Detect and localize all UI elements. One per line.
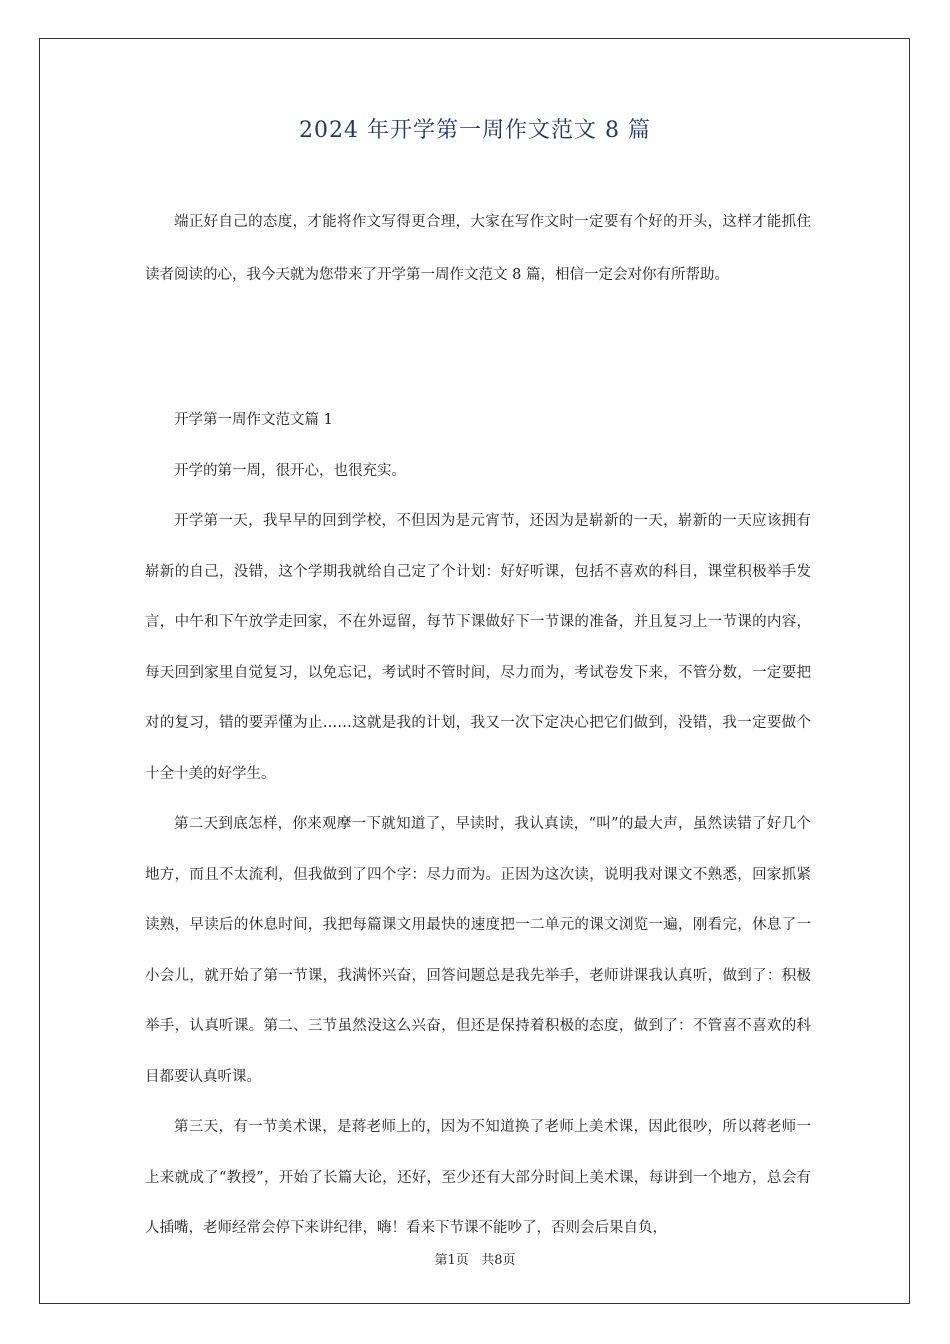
paragraph: 第三天，有一节美术课，是蒋老师上的，因为不知道换了老师上美术课，因此很吵，所以蒋老师一上来就成了“教授”，开始了长篇大论，还好，至少还有大部分时间上美术课，每讲到一个地方，总会有人插嘴，老师经常会停下来讲纪律，嗨！看来下节课不能吵了，否则会后果自负，	[145, 1119, 811, 1236]
page-number: 第1页	[434, 1253, 469, 1268]
article-body	[145, 395, 811, 1254]
intro-block	[145, 196, 811, 302]
section-heading: 开学第一周作文范文篇 1	[174, 412, 333, 428]
paragraph: 开学的第一周，很开心，也很充实。	[174, 462, 406, 479]
page-footer	[0, 1249, 950, 1268]
intro-paragraph: 端正好自己的态度，才能将作文写得更合理，大家在写作文时一定要有个好的开头，这样才能抓住读者阅读的心，我今天就为您带来了开学第一周作文范文 8 篇，相信一定会对你有所帮助。	[145, 214, 811, 283]
page-total: 共8页	[481, 1253, 516, 1268]
document-title: 2024 年开学第一周作文范文 8 篇	[299, 118, 651, 143]
paragraph: 第二天到底怎样，你来观摩一下就知道了，早读时，我认真读，“叫”的最大声，虽然读错了好几个地方，而且不太流利，但我做到了四个字：尽力而为。正因为这次读，说明我对课文不熟悉，回家抓紧读熟，早读后的休息时间，我把每篇课文用最快的速度把一二单元的课文浏览一遍，刚看完，休息了一小会儿，就开始了第一节课，我满怀兴奋，回答问题总是我先举手，老师讲课我认真听，做到了：积极举手，认真听课。第二、三节虽然没这么兴奋，但还是保持着积极的态度，做到了：不管喜不喜欢的科目都要认真听课。	[145, 816, 811, 1085]
paragraph: 开学第一天，我早早的回到学校，不但因为是元宵节，还因为是崭新的一天，崭新的一天应该拥有崭新的自己，没错，这个学期我就给自己定了个计划：好好听课，包括不喜欢的科目，课堂积极举手发言，中午和下午放学走回家，不在外逗留，每节下课做好下一节课的准备，并且复习上一节课的内容，每天回到家里自觉复习，以免忘记，考试时不管时间，尽力而为，考试卷发下来，不管分数，一定要把对的复习，错的要弄懂为止……这就是我的计划，我又一次下定决心把它们做到，没错，我一定要做个十全十美的好学生。	[145, 513, 811, 782]
